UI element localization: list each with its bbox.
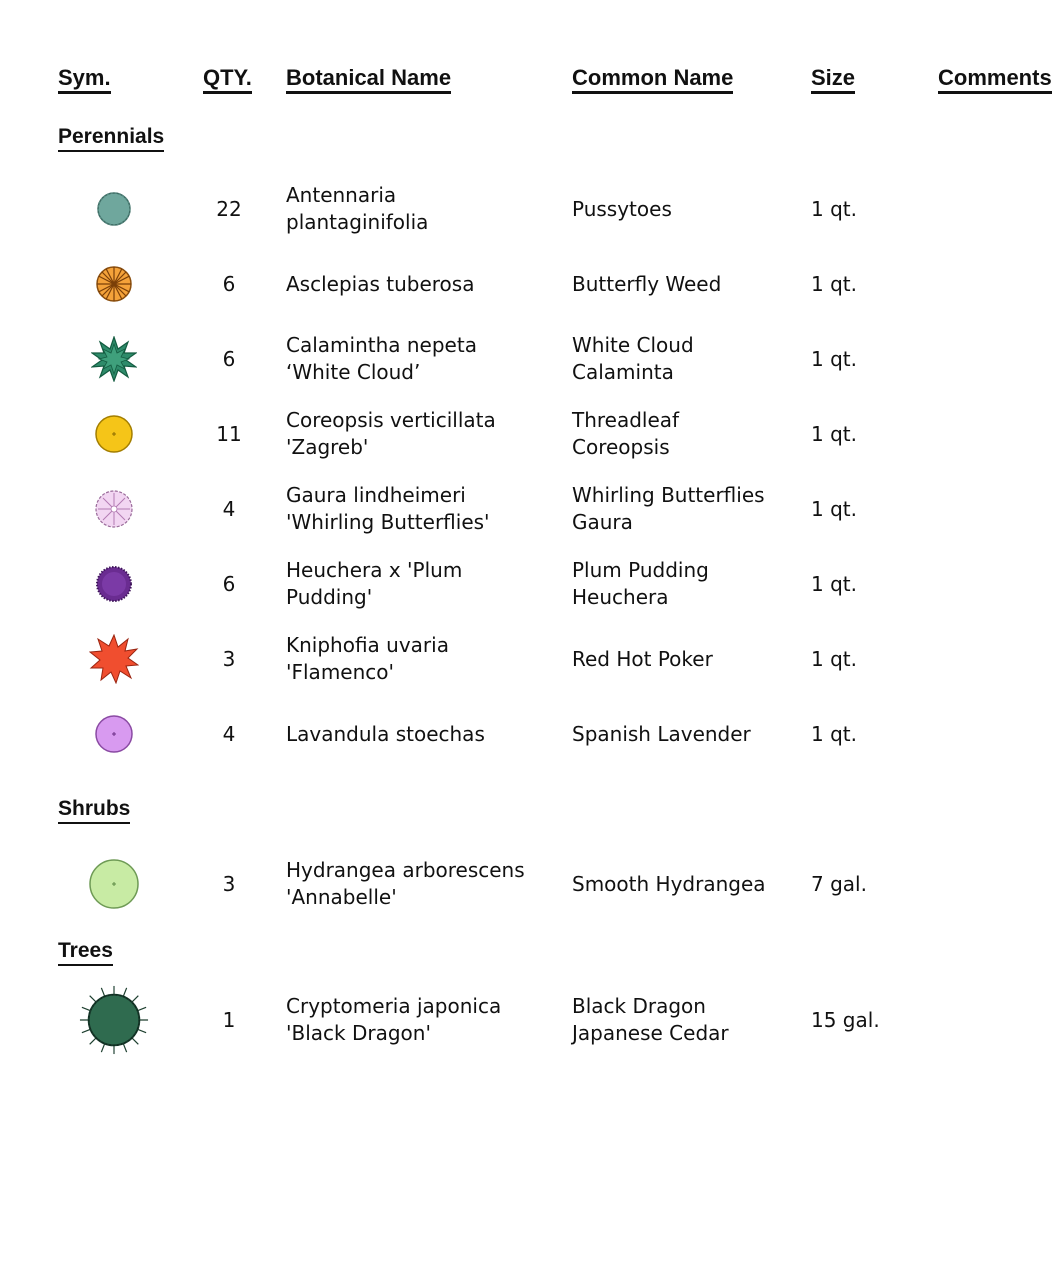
- size-cell: 15 gal.: [811, 1007, 880, 1032]
- qty-cell: 6: [222, 571, 236, 596]
- common-name-cell: Whirling Butterflies Gaura: [572, 483, 765, 534]
- comments-cell: [938, 249, 1048, 319]
- common-name-cell: Plum Pudding Heuchera: [572, 558, 709, 609]
- size-cell: 7 gal.: [811, 871, 867, 896]
- section-perennials: Perennials: [58, 125, 164, 152]
- table-row: [0, 399, 1064, 469]
- table-row: [0, 324, 1064, 394]
- size-cell: 1 qt.: [811, 646, 857, 671]
- comments-cell: [938, 624, 1048, 694]
- comments-cell: [938, 985, 1048, 1055]
- qty-cell: 1: [222, 1007, 236, 1032]
- size-cell: 1 qt.: [811, 571, 857, 596]
- orange-starburst-plant-icon: [94, 264, 134, 304]
- comments-cell: [938, 474, 1048, 544]
- qty-cell: 4: [222, 721, 236, 746]
- table-row: [0, 985, 1064, 1055]
- table-row: [0, 549, 1064, 619]
- table-row: [0, 624, 1064, 694]
- header-comments: Comments: [938, 66, 1052, 94]
- table-row: [0, 174, 1064, 244]
- botanical-name-cell: Heuchera x 'Plum Pudding': [286, 558, 463, 609]
- purple-spiky-plant-icon: [93, 563, 135, 605]
- common-name-cell: Black Dragon Japanese Cedar: [572, 994, 729, 1045]
- comments-cell: [938, 399, 1048, 469]
- size-cell: 1 qt.: [811, 271, 857, 296]
- botanical-name-cell: Antennaria plantaginifolia: [286, 183, 429, 234]
- table-row: [0, 849, 1064, 919]
- size-cell: 1 qt.: [811, 496, 857, 521]
- botanical-name-cell: Kniphofia uvaria 'Flamenco': [286, 633, 449, 684]
- lavender-circle-plant-icon: [93, 713, 135, 755]
- size-cell: 1 qt.: [811, 346, 857, 371]
- common-name-cell: Pussytoes: [572, 196, 672, 221]
- header-qty: QTY.: [203, 66, 252, 94]
- comments-cell: [938, 324, 1048, 394]
- comments-cell: [938, 699, 1048, 769]
- botanical-name-cell: Lavandula stoechas: [286, 721, 485, 746]
- header-botanical-name: Botanical Name: [286, 66, 451, 94]
- size-cell: 1 qt.: [811, 196, 857, 221]
- botanical-name-cell: Hydrangea arborescens 'Annabelle': [286, 858, 525, 909]
- header-common-name: Common Name: [572, 66, 733, 94]
- size-cell: 1 qt.: [811, 421, 857, 446]
- botanical-name-cell: Coreopsis verticillata 'Zagreb': [286, 408, 496, 459]
- header-size: Size: [811, 66, 855, 94]
- yellow-circle-plant-icon: [93, 413, 135, 455]
- green-star-leaf-plant-icon: [91, 336, 137, 382]
- pink-flower-plant-icon: [93, 488, 135, 530]
- qty-cell: 3: [222, 646, 236, 671]
- table-row: [0, 699, 1064, 769]
- red-spiky-plant-icon: [89, 634, 139, 684]
- common-name-cell: White Cloud Calaminta: [572, 333, 694, 384]
- size-cell: 1 qt.: [811, 721, 857, 746]
- qty-cell: 4: [222, 496, 236, 521]
- comments-cell: [938, 849, 1048, 919]
- common-name-cell: Threadleaf Coreopsis: [572, 408, 680, 459]
- comments-cell: [938, 174, 1048, 244]
- table-row: [0, 474, 1064, 544]
- common-name-cell: Spanish Lavender: [572, 721, 751, 746]
- table-row: [0, 249, 1064, 319]
- comments-cell: [938, 549, 1048, 619]
- qty-cell: 3: [222, 871, 236, 896]
- header-sym: Sym.: [58, 66, 111, 94]
- qty-cell: 6: [222, 346, 236, 371]
- common-name-cell: Smooth Hydrangea: [572, 871, 766, 896]
- dark-green-tree-icon: [78, 983, 150, 1057]
- common-name-cell: Red Hot Poker: [572, 646, 713, 671]
- qty-cell: 22: [216, 196, 242, 221]
- qty-cell: 6: [222, 271, 236, 296]
- common-name-cell: Butterfly Weed: [572, 271, 722, 296]
- botanical-name-cell: Asclepias tuberosa: [286, 271, 475, 296]
- round-teal-plant-icon: [94, 189, 134, 229]
- qty-cell: 11: [216, 421, 242, 446]
- botanical-name-cell: Gaura lindheimeri 'Whirling Butterflies': [286, 483, 490, 534]
- light-green-circle-plant-icon: [87, 857, 141, 911]
- botanical-name-cell: Cryptomeria japonica 'Black Dragon': [286, 994, 502, 1045]
- botanical-name-cell: Calamintha nepeta ‘White Cloud’: [286, 333, 477, 384]
- section-trees: Trees: [58, 939, 113, 966]
- section-shrubs: Shrubs: [58, 797, 130, 824]
